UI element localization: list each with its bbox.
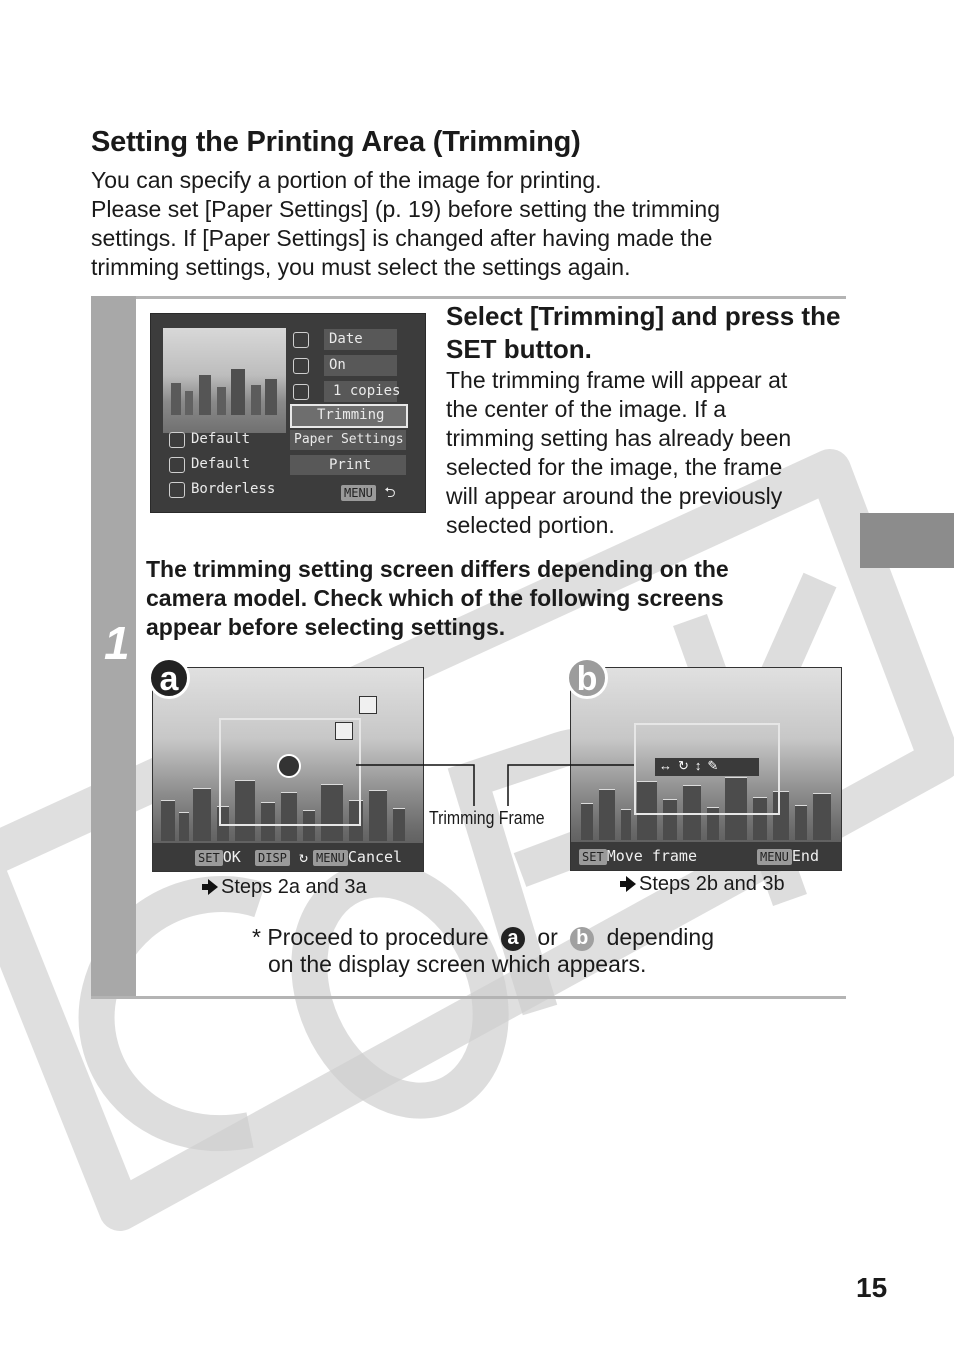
ok-label: OK	[222, 848, 241, 866]
footnote-star: *	[252, 924, 261, 950]
menu-left-default-1: Default	[191, 431, 251, 447]
menu-option-on: On	[329, 357, 346, 373]
step-body-line: selected for the image, the frame	[446, 454, 783, 480]
step-body-line: The trimming frame will appear at	[446, 367, 788, 393]
set-key: SET	[195, 850, 223, 866]
caption-b-text: Steps 2b and 3b	[639, 873, 785, 895]
trimming-frame-label: Trimming Frame	[429, 808, 545, 828]
move-frame-label: Move frame	[606, 847, 697, 865]
menu-key: MENU	[341, 485, 376, 501]
caption-b	[618, 873, 785, 896]
step-heading: Select [Trimming] and press the SET button.	[446, 301, 841, 364]
mini-badge-b: b	[570, 927, 594, 951]
note-line: camera model. Check which of the following screens	[146, 585, 724, 611]
intro-line: You can specify a portion of the image for printing.	[91, 167, 602, 193]
badge-b: b	[566, 657, 608, 699]
footnote-line-2: on the display screen which appears.	[268, 951, 647, 977]
intro-line: trimming settings, you must select the settings again.	[91, 254, 631, 280]
page-number: 15	[856, 1272, 888, 1303]
footnote-text-2: depending	[606, 924, 715, 950]
arrow-right-icon	[626, 876, 636, 892]
note-line: appear before selecting settings.	[146, 614, 506, 640]
badge-a: a	[148, 657, 190, 699]
footnote	[252, 924, 812, 977]
menu-option-paper-settings: Paper Settings	[294, 432, 404, 447]
step-body-line: the center of the image. If a	[446, 396, 726, 422]
step-body-line: selected portion.	[446, 512, 615, 538]
section-title: Setting the Printing Area (Trimming)	[91, 126, 581, 158]
intro-line: Please set [Paper Settings] (p. 19) before setting the trimming	[91, 196, 720, 222]
caption-a-text: Steps 2a and 3a	[221, 876, 367, 898]
menu-key: MENU	[313, 850, 348, 866]
footnote-text-1: Proceed to procedure	[267, 924, 489, 950]
caption-a	[200, 876, 367, 899]
menu-left-borderless: Borderless	[191, 481, 276, 497]
cancel-label: Cancel	[347, 848, 403, 866]
intro-line: settings. If [Paper Settings] is changed after having made the	[91, 225, 713, 251]
step-body-line: will appear around the previously	[446, 483, 783, 509]
menu-option-date: Date	[329, 331, 363, 347]
menu-option-copies: 1 copies	[333, 383, 401, 399]
return-icon: ⮌	[384, 485, 396, 501]
menu-left-default-2: Default	[191, 456, 251, 472]
footnote-line-1	[252, 924, 812, 951]
footnote-or: or	[537, 924, 558, 950]
frame-controls-icons: ↔↻↕✎	[655, 758, 759, 776]
disp-key: DISP	[255, 850, 290, 866]
note-line: The trimming setting screen differs depending on the	[146, 556, 729, 582]
arrow-right-icon	[208, 879, 218, 895]
menu-option-trimming: Trimming	[317, 407, 385, 423]
menu-key: MENU	[757, 849, 792, 865]
step-number: 1	[104, 617, 130, 669]
mini-badge-a: a	[501, 927, 525, 951]
rotate-frame-icon: ↻	[298, 848, 308, 866]
menu-option-print: Print	[329, 457, 372, 473]
end-label: End	[791, 847, 819, 865]
step-body-line: trimming setting has already been	[446, 425, 792, 451]
set-key: SET	[579, 849, 607, 865]
